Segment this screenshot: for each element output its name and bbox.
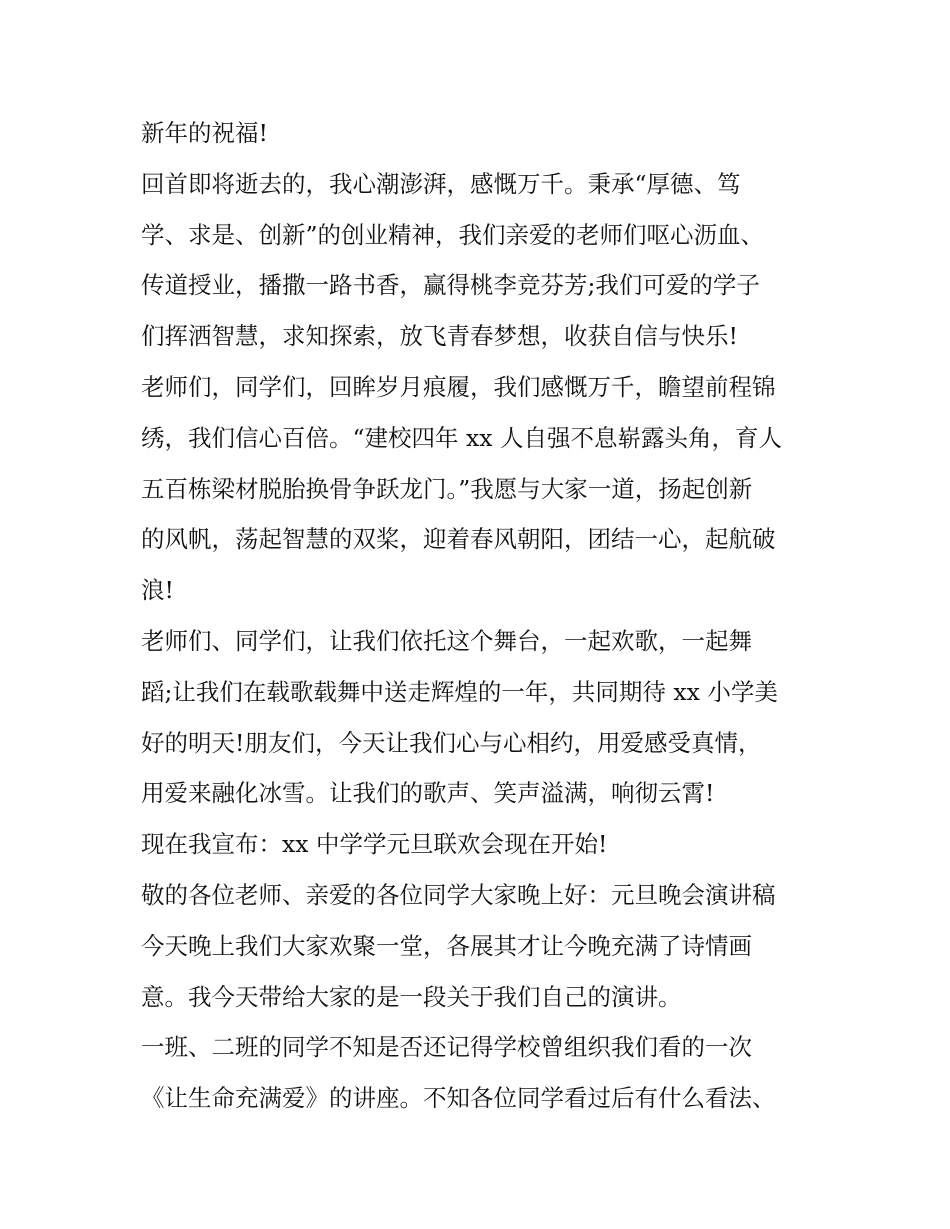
text-line: 老师们、同学们，让我们依托这个舞台，一起欢歌，一起舞 (141, 626, 752, 655)
text-line: 用爱来融化冰雪。让我们的歌声、笑声溢满，响彻云霄! (141, 779, 715, 808)
text-line: 五百栋梁材脱胎换骨争跃龙门。”我愿与大家一道，扬起创新 (141, 474, 753, 503)
text-line: 新年的祝福! (141, 119, 268, 147)
text-line: 好的明天!朋友们，今天让我们心与心相约，用爱感受真情， (141, 728, 762, 757)
text-line: 蹈;让我们在载歌载舞中送走辉煌的一年，共同期待 xx 小学美 (141, 677, 778, 706)
text-line: 敬的各位老师、亲爱的各位同学大家晚上好：元旦晚会演讲稿 (141, 880, 776, 909)
text-line: 绣，我们信心百倍。“建校四年 xx 人自强不息崭露头角，育人 (141, 423, 782, 452)
text-line: 意。我今天带给大家的是一段关于我们自己的演讲。 (141, 982, 682, 1011)
text-line: 回首即将逝去的，我心潮澎湃，感慨万千。秉承“厚德、笃 (141, 169, 741, 198)
text-line: 的风帆，荡起智慧的双桨，迎着春风朝阳，团结一心，起航破 (141, 525, 776, 554)
text-line: 《让生命充满爱》的讲座。不知各位同学看过后有什么看法、 (141, 1084, 776, 1113)
text-line: 今天晚上我们大家欢聚一堂，各展其才让今晚充满了诗情画 (141, 931, 752, 960)
text-line: 们挥洒智慧，求知探索，放飞青春梦想，收获自信与快乐! (141, 322, 738, 351)
text-line: 传道授业，播撒一路书香，赢得桃李竞芬芳;我们可爱的学子 (141, 271, 760, 300)
text-line: 一班、二班的同学不知是否还记得学校曾组织我们看的一次 (141, 1033, 752, 1062)
text-line: 浪! (141, 576, 174, 605)
text-line: 学、求是、创新”的创业精神，我们亲爱的老师们呕心沥血、 (141, 220, 765, 249)
text-line: 现在我宣布：xx 中学学元旦联欢会现在开始! (141, 830, 608, 859)
body-text (141, 108, 821, 1124)
text-line: 老师们，同学们，回眸岁月痕履，我们感慨万千，瞻望前程锦 (141, 372, 776, 401)
